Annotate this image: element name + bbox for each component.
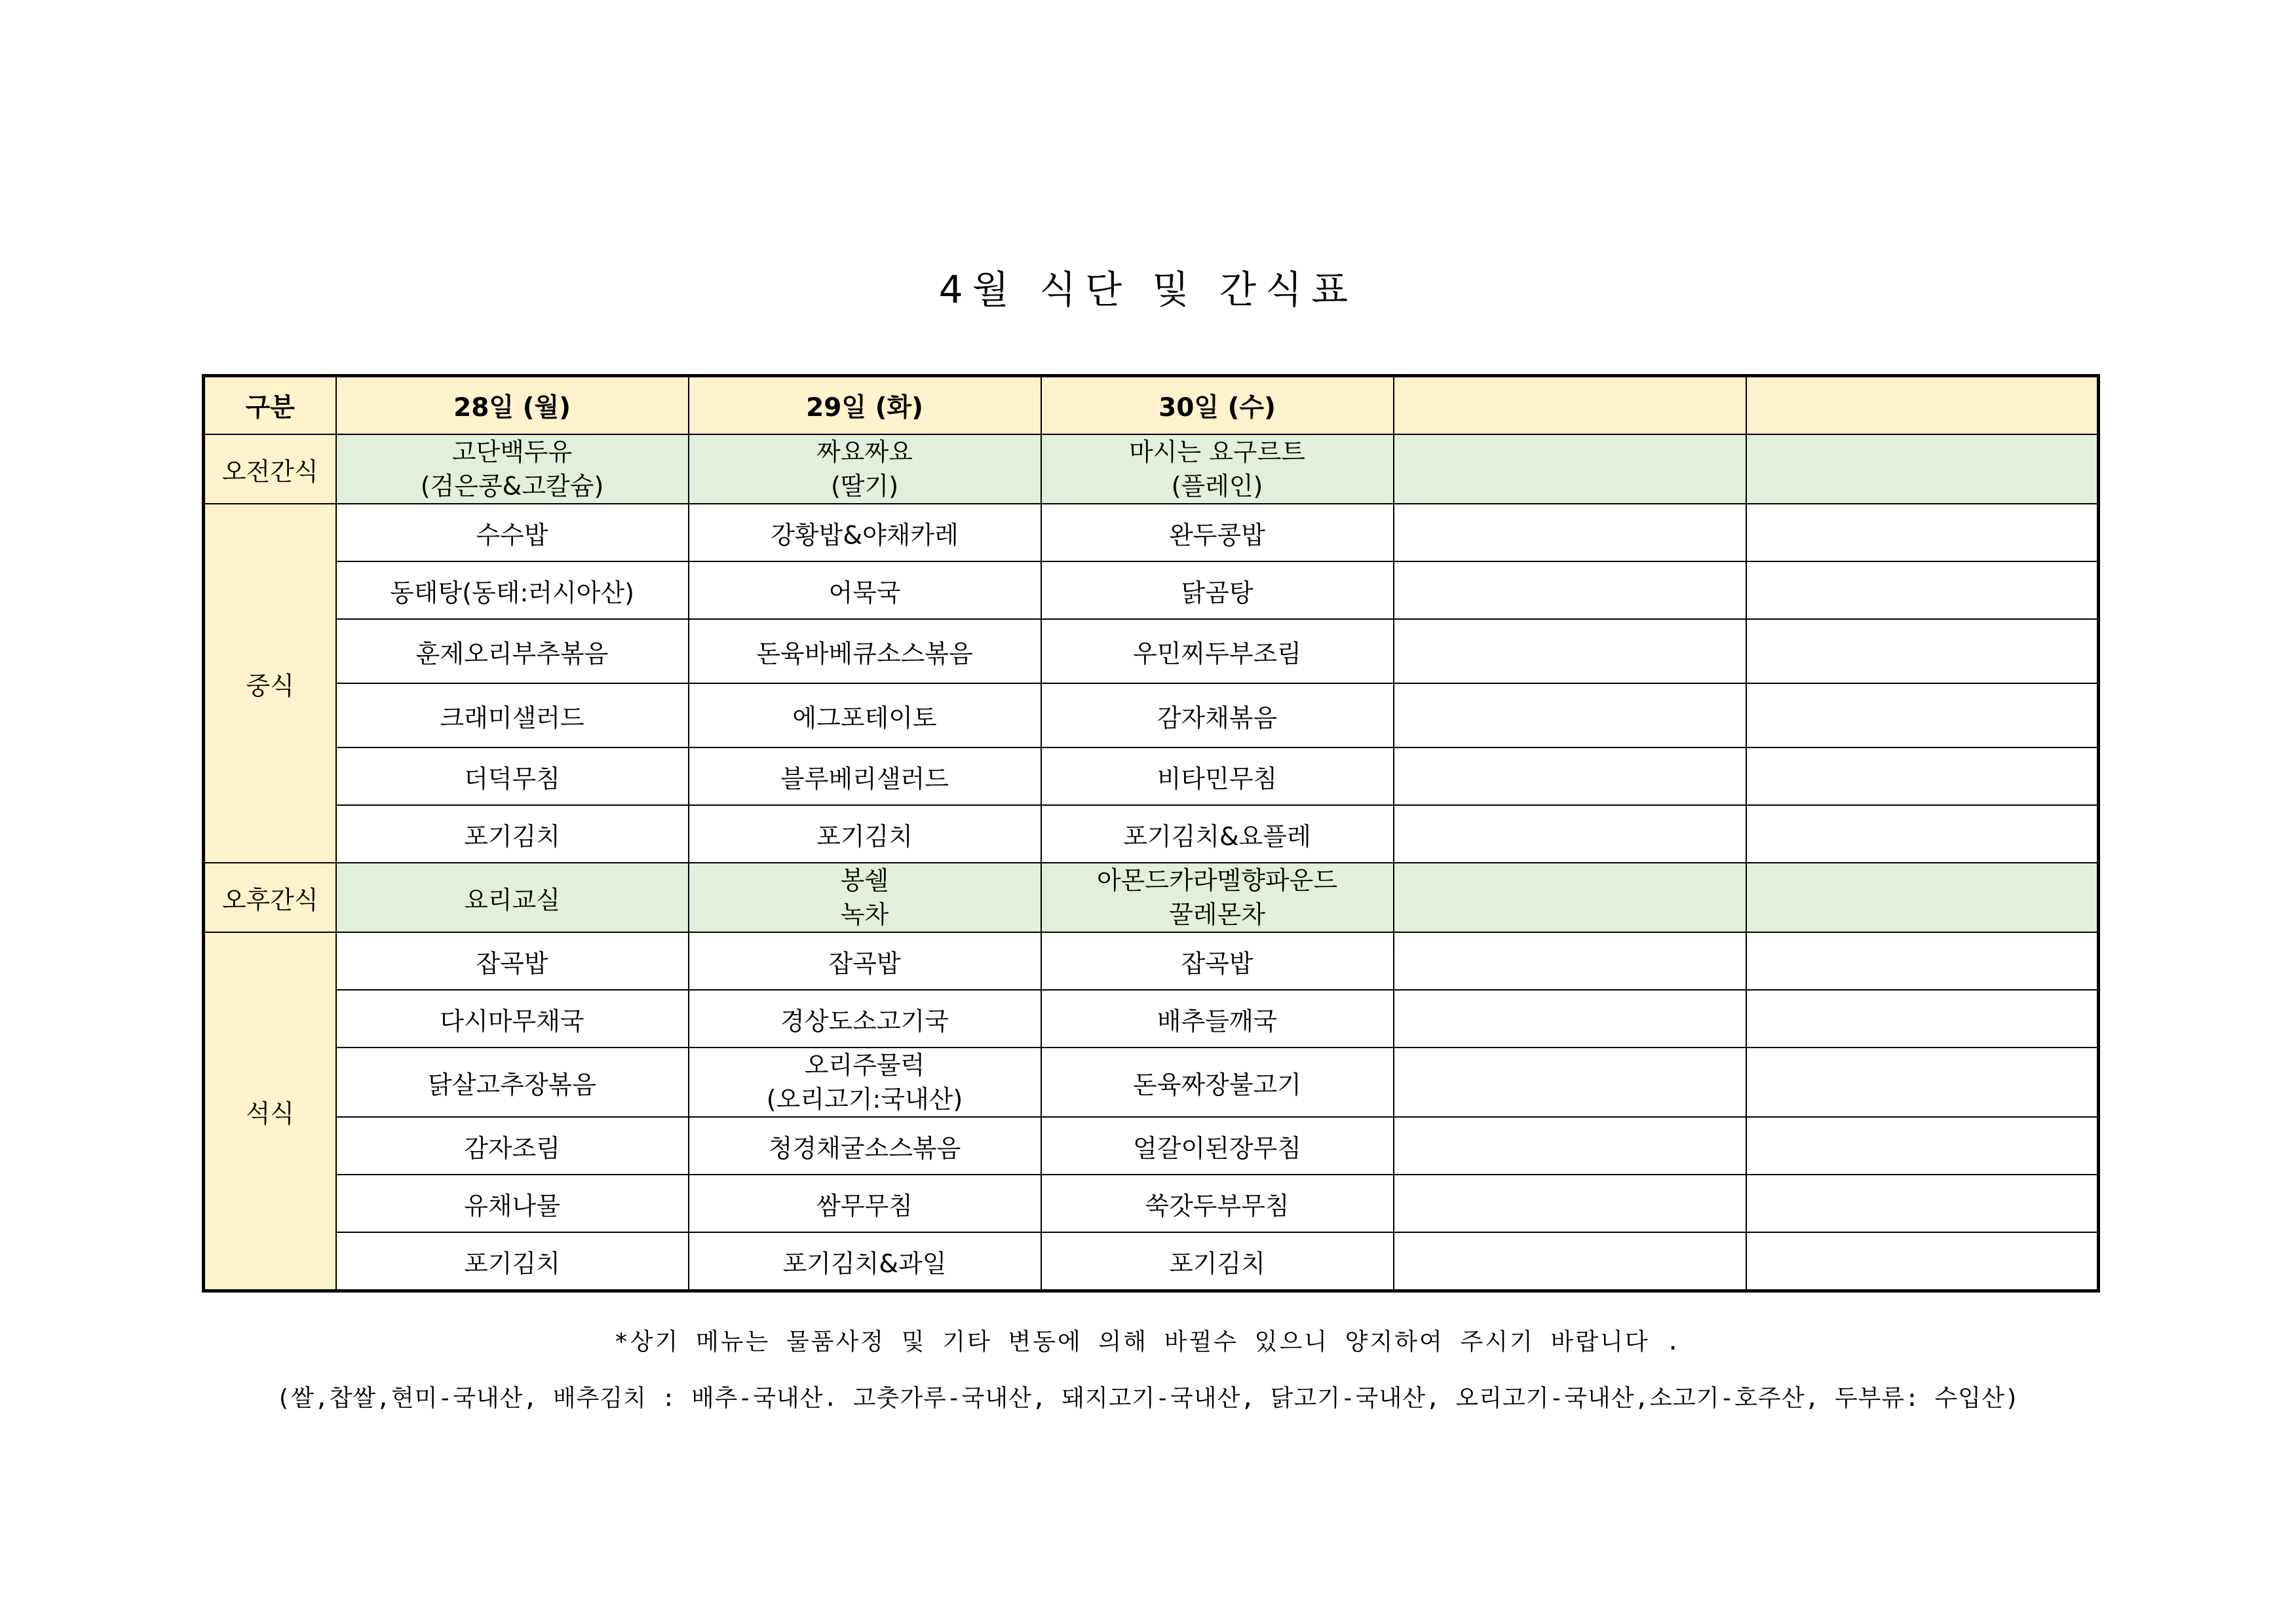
lunch-cell: 어묵국: [689, 561, 1041, 619]
lunch-cell: [1746, 747, 2099, 805]
morning-snack-row: [204, 434, 2099, 504]
dinner-cell: 감자조림: [336, 1117, 689, 1175]
dinner-row: [204, 1117, 2099, 1175]
dinner-cell: 돈육짜장불고기: [1041, 1048, 1394, 1117]
lunch-cell: 닭곰탕: [1041, 561, 1394, 619]
dinner-cell: [1394, 1048, 1746, 1117]
dinner-cell: [1394, 990, 1746, 1048]
lunch-row: [204, 683, 2099, 747]
dinner-cell: [1394, 1175, 1746, 1232]
lunch-cell: 완두콩밥: [1041, 504, 1394, 561]
dinner-row: [204, 1232, 2099, 1291]
morning-snack-cell: [336, 434, 689, 504]
header-day: [1746, 376, 2099, 435]
lunch-cell: 포기김치: [689, 805, 1041, 863]
lunch-cell: 더덕무침: [336, 747, 689, 805]
lunch-cell: 우민찌두부조림: [1041, 619, 1394, 683]
lunch-cell: 비타민무침: [1041, 747, 1394, 805]
meal-table: [202, 374, 2100, 1293]
dinner-cell: 잡곡밥: [336, 932, 689, 990]
lunch-row: [204, 619, 2099, 683]
dinner-cell: [1746, 1175, 2099, 1232]
lunch-cell: 에그포테이토: [689, 683, 1041, 747]
cell-line-main: 마시는 요구르트: [1128, 438, 1306, 466]
header-day: 29일 (화): [689, 376, 1041, 435]
lunch-cell: 강황밥&야채카레: [689, 504, 1041, 561]
dinner-row: [204, 1048, 2099, 1117]
cell-line-sub: 녹차: [840, 900, 889, 929]
cell-line-sub: (오리고기:국내산): [766, 1085, 963, 1114]
lunch-cell: [1394, 683, 1746, 747]
dinner-cell: 잡곡밥: [1041, 932, 1394, 990]
dinner-cell: [1394, 932, 1746, 990]
morning-snack-cell: [689, 434, 1041, 504]
afternoon-snack-cell: 요리교실: [336, 863, 689, 932]
header-day: [1394, 376, 1746, 435]
cell-line-sub: (검은콩&고칼슘): [420, 472, 604, 500]
lunch-row: [204, 561, 2099, 619]
lunch-cell: [1746, 619, 2099, 683]
dinner-cell: 쑥갓두부무침: [1041, 1175, 1394, 1232]
lunch-cell: [1394, 805, 1746, 863]
dinner-cell: [1746, 1117, 2099, 1175]
dinner-cell: 얼갈이된장무침: [1041, 1117, 1394, 1175]
dinner-row: [204, 932, 2099, 990]
header-day: 28일 (월): [336, 376, 689, 435]
lunch-cell: [1394, 504, 1746, 561]
afternoon-snack-cell: [1394, 863, 1746, 932]
header-row: [204, 376, 2099, 435]
dinner-cell: [1394, 1232, 1746, 1291]
cell-line-main: 아몬드카라멜향파운드: [1096, 866, 1338, 895]
dinner-cell: 다시마무채국: [336, 990, 689, 1048]
dinner-cell: [1394, 1117, 1746, 1175]
morning-snack-cell: [1041, 434, 1394, 504]
dinner-cell: 유채나물: [336, 1175, 689, 1232]
afternoon-snack-cell: [1041, 863, 1394, 932]
category-dinner: 석식: [204, 932, 336, 1291]
lunch-cell: [1394, 561, 1746, 619]
cell-line-main: 짜요짜요: [816, 438, 913, 466]
lunch-cell: [1746, 683, 2099, 747]
dinner-cell: [689, 1048, 1041, 1117]
header-category: 구분: [204, 376, 336, 435]
dinner-cell: [1746, 1232, 2099, 1291]
cell-line-sub: 꿀레몬차: [1169, 900, 1265, 929]
lunch-cell: 크래미샐러드: [336, 683, 689, 747]
afternoon-snack-row: [204, 863, 2099, 932]
afternoon-snack-cell: [689, 863, 1041, 932]
dinner-cell: 포기김치: [1041, 1232, 1394, 1291]
lunch-cell: 훈제오리부추볶음: [336, 619, 689, 683]
dinner-row: [204, 990, 2099, 1048]
dinner-cell: 닭살고추장볶음: [336, 1048, 689, 1117]
lunch-row: [204, 747, 2099, 805]
lunch-row: [204, 805, 2099, 863]
lunch-cell: 돈육바베큐소스볶음: [689, 619, 1041, 683]
lunch-cell: 동태탕(동태:러시아산): [336, 561, 689, 619]
page-title: 4월 식단 및 간식표: [938, 267, 1358, 312]
category-lunch: 중식: [204, 504, 336, 863]
lunch-cell: [1394, 747, 1746, 805]
cell-line-sub: (플레인): [1171, 472, 1263, 500]
menu-change-note: *상기 메뉴는 물품사정 및 기타 변동에 의해 바뀔수 있으니 양지하여 주시기 바랍니다 .: [614, 1329, 1682, 1355]
lunch-cell: 블루베리샐러드: [689, 747, 1041, 805]
category-afternoon-snack: 오후간식: [204, 863, 336, 932]
lunch-cell: [1746, 504, 2099, 561]
dinner-cell: 경상도소고기국: [689, 990, 1041, 1048]
dinner-cell: 포기김치&과일: [689, 1232, 1041, 1291]
dinner-row: [204, 1175, 2099, 1232]
lunch-cell: [1394, 619, 1746, 683]
cell-line-main: 오리주물럭: [804, 1051, 925, 1080]
lunch-cell: [1746, 561, 2099, 619]
cell-line-sub: (딸기): [830, 472, 899, 500]
cell-line-main: 봉쉘: [840, 866, 889, 895]
dinner-cell: [1746, 990, 2099, 1048]
dinner-cell: 잡곡밥: [689, 932, 1041, 990]
lunch-cell: 감자채볶음: [1041, 683, 1394, 747]
lunch-cell: 포기김치: [336, 805, 689, 863]
category-morning-snack: 오전간식: [204, 434, 336, 504]
morning-snack-cell: [1746, 434, 2099, 504]
dinner-cell: 배추들깨국: [1041, 990, 1394, 1048]
origin-note: (쌀,찹쌀,현미-국내산, 배추김치 : 배추-국내산. 고춧가루-국내산, 돼지고기-국내산, 닭고기-국내산, 오리고기-국내산,소고기-호주산, 두부류: 수입산): [276, 1385, 2020, 1412]
dinner-cell: [1746, 1048, 2099, 1117]
header-day: 30일 (수): [1041, 376, 1394, 435]
morning-snack-cell: [1394, 434, 1746, 504]
dinner-cell: [1746, 932, 2099, 990]
lunch-row: [204, 504, 2099, 561]
lunch-cell: 포기김치&요플레: [1041, 805, 1394, 863]
dinner-cell: 쌈무무침: [689, 1175, 1041, 1232]
cell-line-main: 고단백두유: [451, 438, 573, 466]
dinner-cell: 포기김치: [336, 1232, 689, 1291]
dinner-cell: 청경채굴소스볶음: [689, 1117, 1041, 1175]
lunch-cell: [1746, 805, 2099, 863]
lunch-cell: 수수밥: [336, 504, 689, 561]
afternoon-snack-cell: [1746, 863, 2099, 932]
